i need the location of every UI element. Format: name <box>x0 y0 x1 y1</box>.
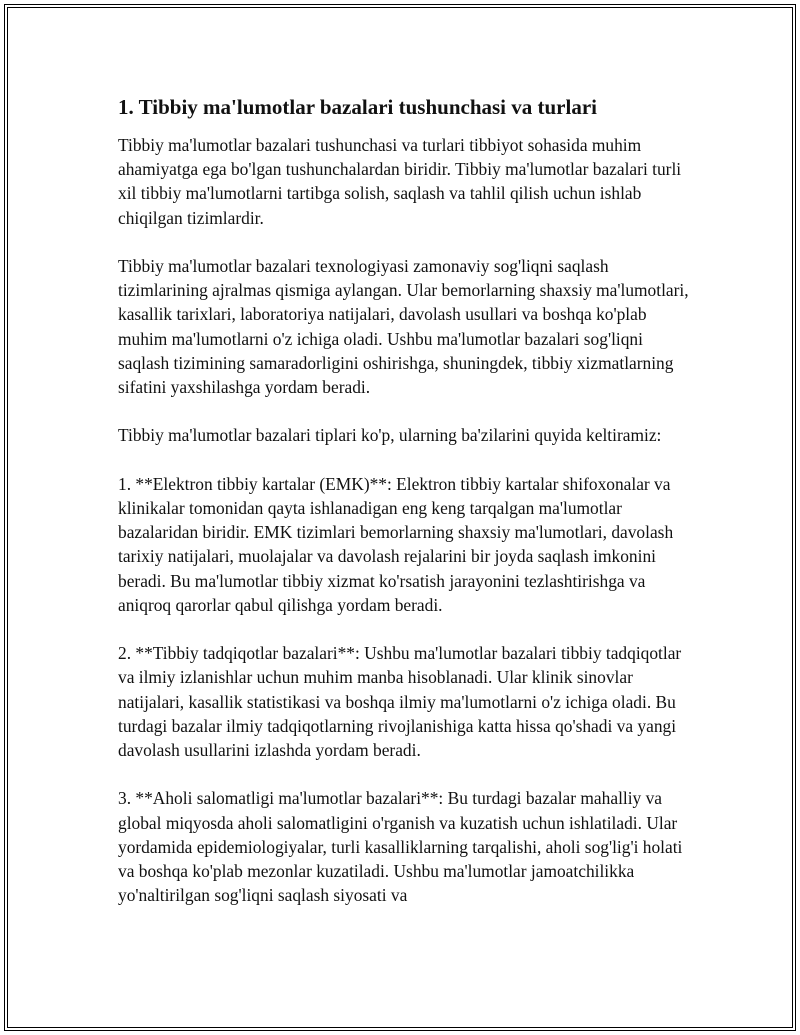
list-item-emk: 1. **Elektron tibbiy kartalar (EMK)**: Elektron tibbiy kartalar shifoxonalar va klinikalar tomonidan qayta ishlanadigan eng keng tarqalgan ma'lumotlar bazalaridan biridir. EMK tizimlari bemorlarning shaxsiy ma'lumotlari, davolash tarixiy natijalari, muolajalar va davolash rejalarini bir joyda saqlash imkonini beradi. Bu ma'lumotlar tibbiy xizmat ko'rsatish jarayonini tezlashtirishga va aniqroq qarorlar qabul qilishga yordam beradi. <box>118 473 674 615</box>
paragraph-types-intro: Tibbiy ma'lumotlar bazalari tiplari ko'p, ularning ba'zilarini quyida keltiramiz: <box>118 425 662 446</box>
paragraph-technology: Tibbiy ma'lumotlar bazalari texnologiyasi zamonaviy sog'liqni saqlash tizimlarining ajralmas qismiga aylangan. Ular bemorlarning shaxsiy ma'lumotlari, kasallik tarixlari, laboratoriya natijalari, davolash usullari va boshqa ko'plab muhim ma'lumotlarni o'z ichiga oladi. Ushbu ma'lumotlar bazalari sog'liqni saqlash tizimining samaradorligini oshirishga, shuningdek, tibbiy xizmatlarning sifatini yaxshilashga yordam beradi. <box>118 256 689 398</box>
list-item-public-health: 3. **Aholi salomatligi ma'lumotlar bazalari**: Bu turdagi bazalar mahalliy va global miqyosda aholi salomatligini o'rganish va kuzatish uchun ishlatiladi. Ular yordamida epidemiologiyalar, turli kasalliklarning tarqalishi, aholi sog'lig'i holati va boshqa ko'plab mezonlar kuzatiladi. Ushbu ma'lumotlar jamoatchilikka yo'naltirilgan sog'liqni saqlash siyosati va <box>118 788 683 906</box>
paragraph-intro: Tibbiy ma'lumotlar bazalari tushunchasi va turlari tibbiyot sohasida muhim ahamiyatga ega bo'lgan tushunchalardan biridir. Tibbiy ma'lumotlar bazalari turli xil tibbiy ma'lumotlarni tartibga solish, saqlash va tahlil qilish uchun ishlab chiqilgan tizimlardir. <box>118 135 682 228</box>
list-item-research: 2. **Tibbiy tadqiqotlar bazalari**: Ushbu ma'lumotlar bazalari tibbiy tadqiqotlar va ilmiy izlanishlar uchun muhim manba hisoblanadi. Ular klinik sinovlar natijalari, kasallik statistikasi va boshqa ilmiy ma'lumotlarni o'z ichiga oladi. Bu turdagi bazalar ilmiy tadqiqotlarning rivojlanishiga katta hissa qo'shadi va yangi davolash usullarini izlashda yordam beradi. <box>118 643 682 761</box>
section-heading: 1. Tibbiy ma'lumotlar bazalari tushunchasi va turlari <box>118 95 597 119</box>
document-body <box>118 94 692 932</box>
